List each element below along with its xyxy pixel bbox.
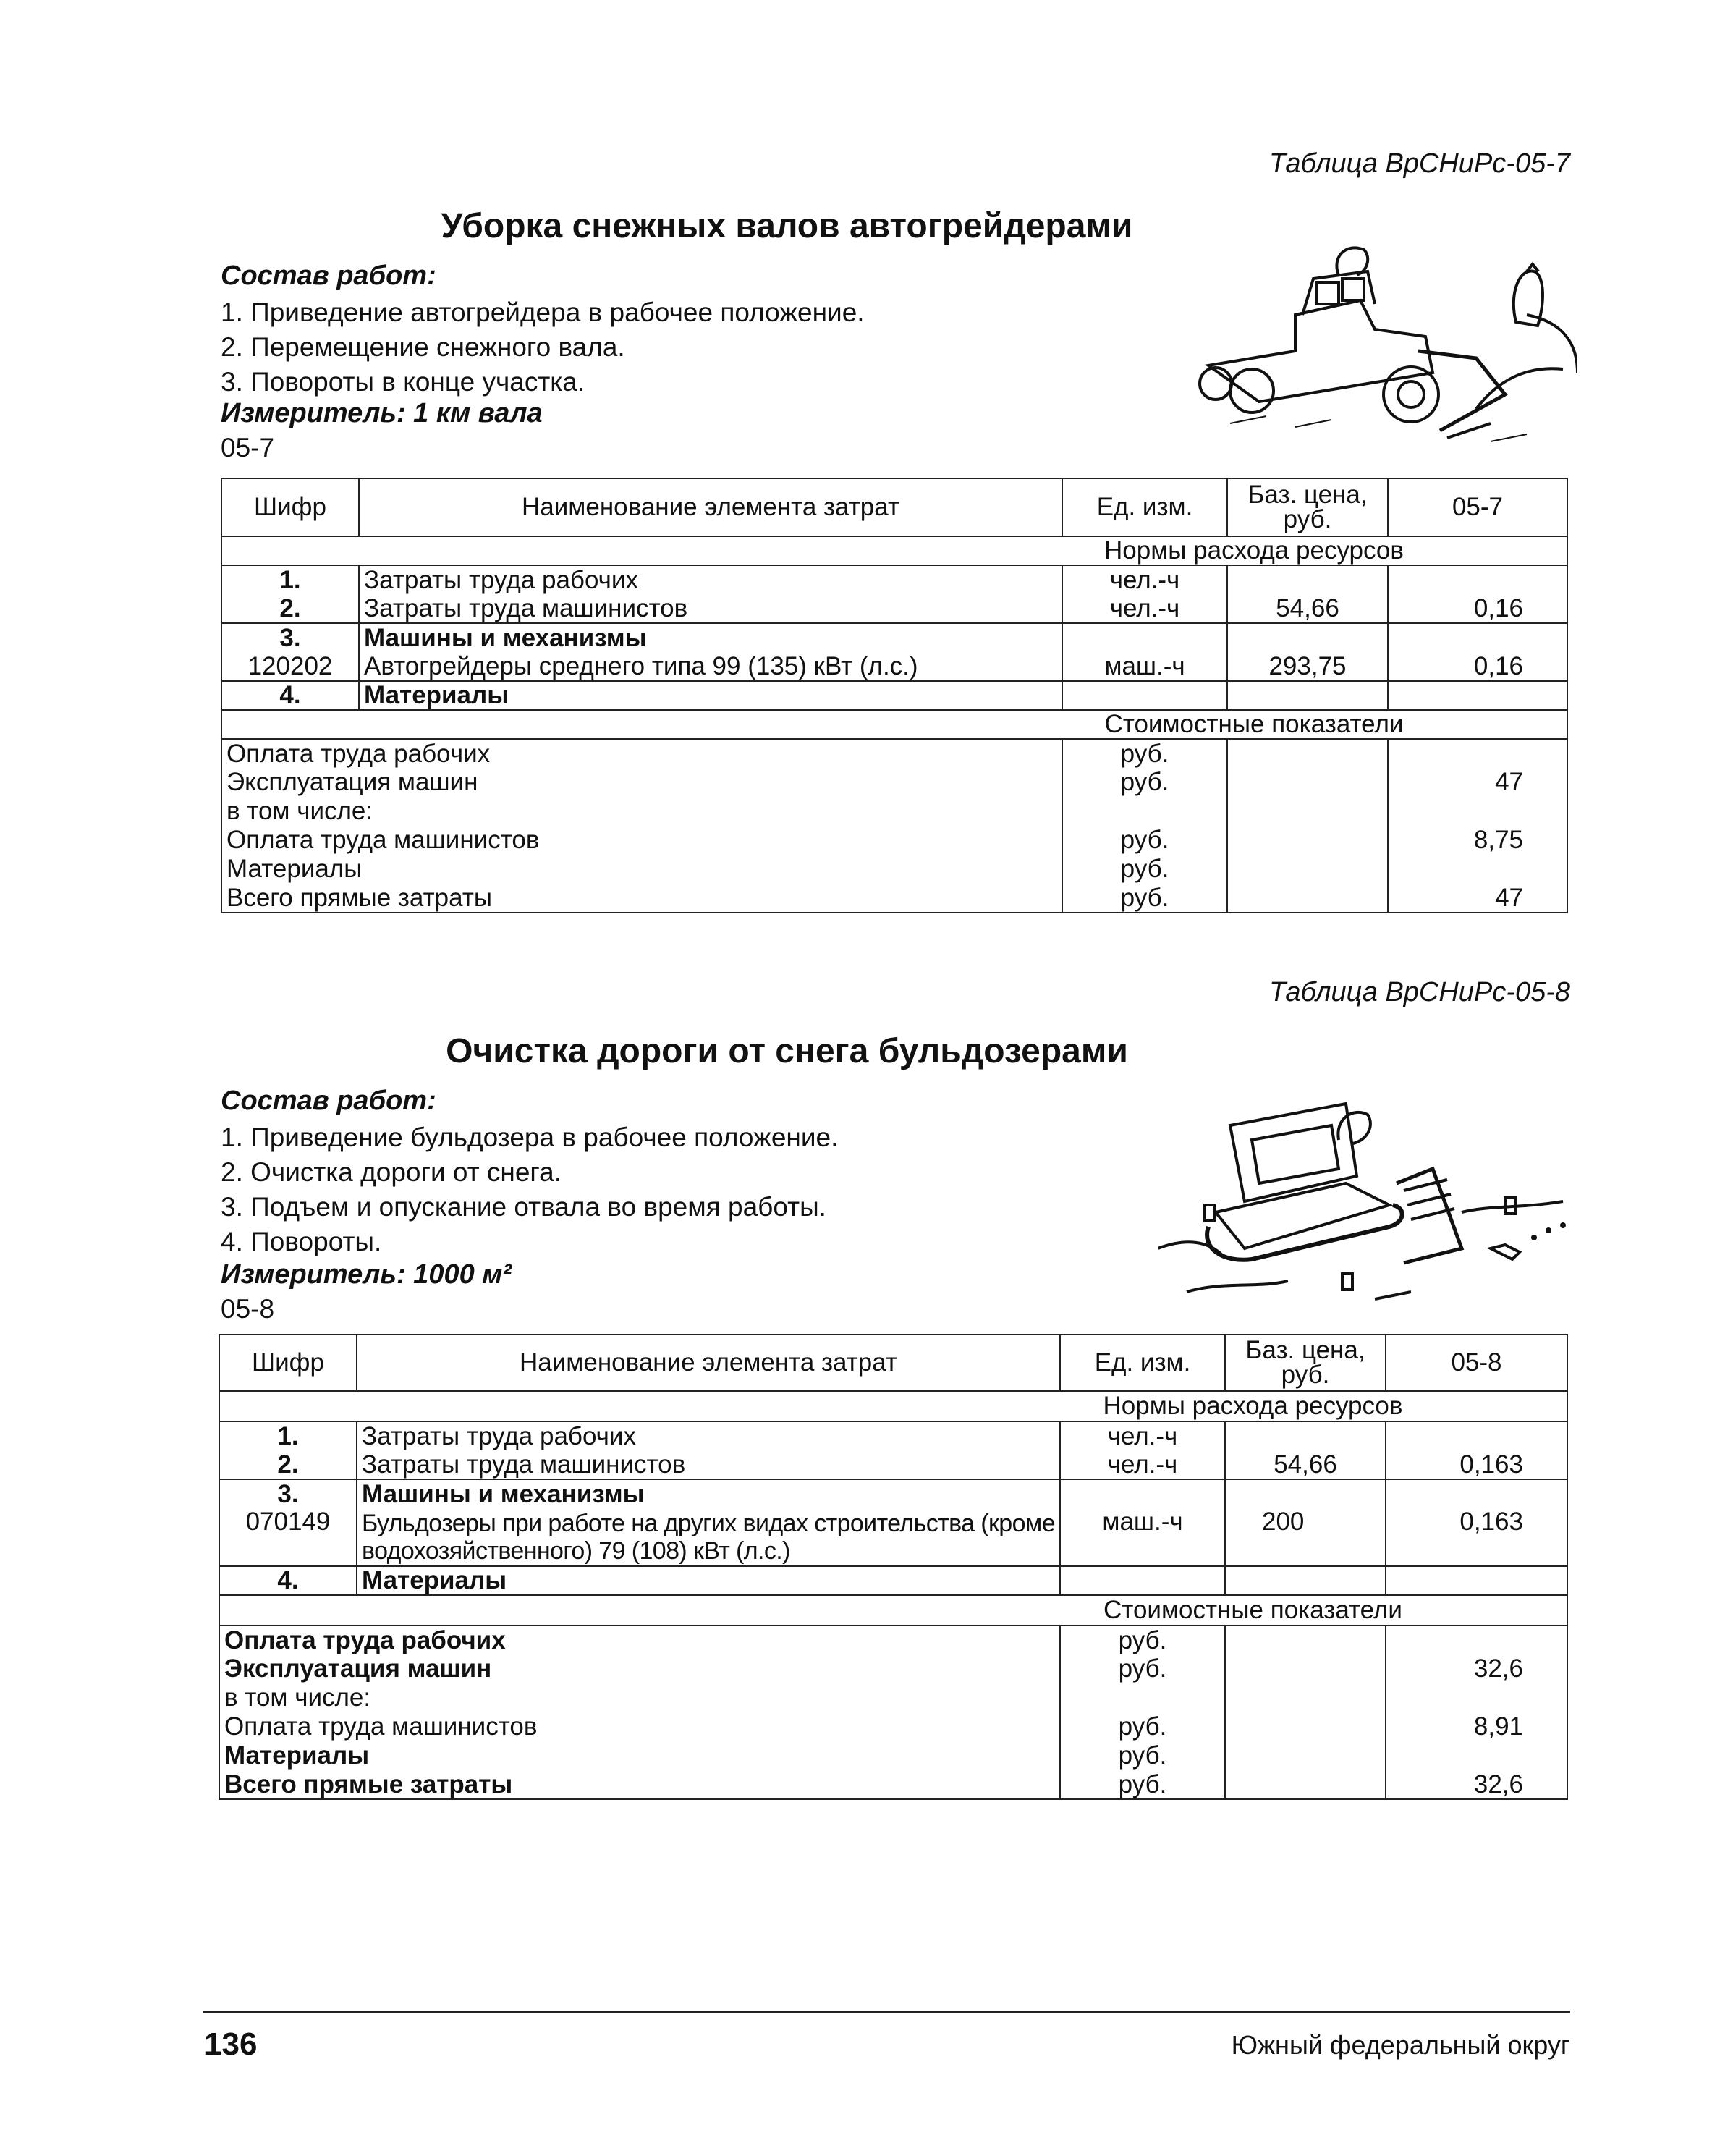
table-row — [219, 1479, 1567, 1508]
cost-name: в том числе: — [221, 797, 1062, 826]
motor-grader-illustration — [1187, 242, 1577, 460]
row-name: Автогрейдеры среднего типа 99 (135) кВт (л.с.) — [359, 652, 1062, 681]
row-name: Затраты труда рабочих — [357, 1421, 1060, 1450]
row-price: 54,66 — [1227, 594, 1388, 623]
cost-unit: руб. — [1060, 1712, 1225, 1741]
cost-name: в том числе: — [219, 1683, 1060, 1712]
row-code: 3. — [219, 1479, 357, 1508]
cost-value — [1386, 1741, 1567, 1770]
row-name: Затраты труда машинистов — [359, 594, 1062, 623]
section-title: Уборка снежных валов автогрейдерами — [441, 207, 1133, 245]
row-unit: чел.-ч — [1060, 1450, 1225, 1479]
row-unit — [1060, 1566, 1225, 1595]
table-label: Таблица ВрСНиРс-05-8 — [1268, 977, 1570, 1007]
row-value: 0,16 — [1388, 652, 1567, 681]
cost-name: Материалы — [219, 1741, 1060, 1770]
works-heading: Состав работ: — [221, 1086, 436, 1116]
row-code: 4. — [219, 1566, 357, 1595]
row-code: 120202 — [221, 652, 359, 681]
norms-caption: Нормы расхода ресурсов — [221, 536, 1567, 565]
table-row — [219, 1566, 1567, 1595]
cost-name: Эксплуатация машин — [221, 768, 1062, 797]
cost-unit: руб. — [1062, 739, 1227, 768]
row-value — [1386, 1566, 1567, 1595]
col-header-code: Шифр — [221, 478, 359, 536]
cost-name: Оплата труда рабочих — [221, 739, 1062, 768]
unit-line: Измеритель: 1 км вала — [221, 398, 543, 428]
norms-caption-row — [219, 1391, 1567, 1421]
work-item: 2. Перемещение снежного вала. — [221, 332, 625, 362]
cost-caption: Стоимостные показатели — [219, 1595, 1567, 1626]
row-price — [1225, 1479, 1386, 1508]
cost-unit: руб. — [1060, 1654, 1225, 1683]
row-value: 0,16 — [1388, 594, 1567, 623]
cost-row — [221, 797, 1567, 826]
row-code: 070149 — [219, 1508, 357, 1566]
row-code: 1. — [221, 565, 359, 594]
norms-caption: Нормы расхода ресурсов — [219, 1391, 1567, 1421]
col-header-price: Баз. цена, руб. — [1225, 1335, 1386, 1391]
cost-row — [219, 1683, 1567, 1712]
cost-caption-row — [221, 710, 1567, 739]
resource-table — [221, 478, 1568, 913]
row-price — [1225, 1566, 1386, 1595]
col-header-unit: Ед. изм. — [1060, 1335, 1225, 1391]
row-code: 3. — [221, 623, 359, 652]
cost-unit — [1062, 797, 1227, 826]
cost-row — [219, 1626, 1567, 1654]
table-label: Таблица ВрСНиРс-05-7 — [1268, 148, 1570, 179]
cost-row — [219, 1741, 1567, 1770]
table-row — [221, 652, 1567, 681]
col-header-name: Наименование элемента затрат — [357, 1335, 1060, 1391]
table-row — [221, 565, 1567, 594]
row-unit — [1060, 1479, 1225, 1508]
cost-value: 32,6 — [1386, 1654, 1567, 1683]
cost-row — [219, 1770, 1567, 1799]
row-price: 200 — [1225, 1508, 1386, 1566]
col-header-unit: Ед. изм. — [1062, 478, 1227, 536]
row-unit: чел.-ч — [1062, 594, 1227, 623]
cost-unit: руб. — [1062, 768, 1227, 797]
cost-row — [221, 739, 1567, 768]
footer-divider — [203, 2011, 1570, 2013]
cost-name: Всего прямые затраты — [219, 1770, 1060, 1799]
row-value — [1386, 1421, 1567, 1450]
cost-unit — [1060, 1683, 1225, 1712]
cost-row — [219, 1654, 1567, 1683]
col-header-norm: 05-8 — [1386, 1335, 1567, 1391]
row-price — [1227, 565, 1388, 594]
footer-region: Южный федеральный округ — [1231, 2030, 1570, 2060]
row-value: 0,163 — [1386, 1508, 1567, 1566]
works-list — [221, 1120, 838, 1259]
table-row — [219, 1450, 1567, 1479]
cost-unit: руб. — [1062, 884, 1227, 913]
cost-name: Оплата труда машинистов — [219, 1712, 1060, 1741]
cost-value — [1388, 855, 1567, 884]
cost-caption: Стоимостные показатели — [221, 710, 1567, 739]
page-number: 136 — [204, 2026, 258, 2062]
row-unit — [1062, 681, 1227, 710]
cost-name: Эксплуатация машин — [219, 1654, 1060, 1683]
table-row — [221, 594, 1567, 623]
row-unit: чел.-ч — [1062, 565, 1227, 594]
row-unit: маш.-ч — [1062, 652, 1227, 681]
col-header-code: Шифр — [219, 1335, 357, 1391]
table-header-row — [219, 1335, 1567, 1391]
cost-value: 32,6 — [1386, 1770, 1567, 1799]
unit-line: Измеритель: 1000 м² — [221, 1259, 512, 1290]
cost-name: Материалы — [221, 855, 1062, 884]
row-code: 2. — [219, 1450, 357, 1479]
table-row — [219, 1508, 1567, 1566]
row-name: Бульдозеры при работе на других видах строительства (кроме водохозяйственного) 79 (108) кВт (л.с.) — [357, 1508, 1060, 1566]
row-value: 0,163 — [1386, 1450, 1567, 1479]
row-value — [1388, 565, 1567, 594]
cost-value: 8,75 — [1388, 826, 1567, 855]
row-name: Машины и механизмы — [357, 1479, 1060, 1508]
row-code: 4. — [221, 681, 359, 710]
code-label: 05-7 — [221, 433, 275, 462]
row-unit: маш.-ч — [1060, 1508, 1225, 1566]
cost-value — [1388, 739, 1567, 768]
cost-unit: руб. — [1062, 855, 1227, 884]
table-header-row — [221, 478, 1567, 536]
section-title: Очистка дороги от снега бульдозерами — [446, 1032, 1128, 1070]
row-code: 2. — [221, 594, 359, 623]
cost-row — [219, 1712, 1567, 1741]
row-name: Материалы — [359, 681, 1062, 710]
row-name: Машины и механизмы — [359, 623, 1062, 652]
cost-value: 8,91 — [1386, 1712, 1567, 1741]
row-name: Материалы — [357, 1566, 1060, 1595]
row-unit: чел.-ч — [1060, 1421, 1225, 1450]
row-price: 54,66 — [1225, 1450, 1386, 1479]
cost-unit: руб. — [1060, 1770, 1225, 1799]
work-item: 1. Приведение автогрейдера в рабочее положение. — [221, 297, 865, 327]
cost-value: 47 — [1388, 768, 1567, 797]
col-header-norm: 05-7 — [1388, 478, 1567, 536]
table-row — [219, 1421, 1567, 1450]
work-item: 3. Подъем и опускание отвала во время работы. — [221, 1192, 826, 1222]
row-price — [1227, 623, 1388, 652]
row-value — [1386, 1479, 1567, 1508]
cost-name: Оплата труда машинистов — [221, 826, 1062, 855]
row-price: 293,75 — [1227, 652, 1388, 681]
work-item: 2. Очистка дороги от снега. — [221, 1157, 562, 1187]
cost-row — [221, 826, 1567, 855]
cost-value — [1388, 797, 1567, 826]
cost-value — [1386, 1626, 1567, 1654]
cost-caption-row — [219, 1595, 1567, 1626]
cost-unit: руб. — [1062, 826, 1227, 855]
row-unit — [1062, 623, 1227, 652]
works-list — [221, 295, 865, 400]
row-value — [1388, 681, 1567, 710]
row-name: Затраты труда рабочих — [359, 565, 1062, 594]
cost-value — [1386, 1683, 1567, 1712]
row-price — [1225, 1421, 1386, 1450]
norms-caption-row — [221, 536, 1567, 565]
row-price — [1227, 681, 1388, 710]
bulldozer-illustration — [1158, 1082, 1577, 1321]
cost-row — [221, 884, 1567, 913]
work-item: 3. Повороты в конце участка. — [221, 367, 585, 397]
table-row — [221, 623, 1567, 652]
cost-name: Всего прямые затраты — [221, 884, 1062, 913]
cost-row — [221, 768, 1567, 797]
row-value — [1388, 623, 1567, 652]
cost-unit: руб. — [1060, 1741, 1225, 1770]
table-row — [221, 681, 1567, 710]
resource-table — [219, 1334, 1568, 1800]
code-label: 05-8 — [221, 1294, 275, 1324]
col-header-price: Баз. цена, руб. — [1227, 478, 1388, 536]
works-heading: Состав работ: — [221, 261, 436, 291]
row-code: 1. — [219, 1421, 357, 1450]
cost-unit: руб. — [1060, 1626, 1225, 1654]
work-item: 1. Приведение бульдозера в рабочее положение. — [221, 1123, 839, 1152]
cost-row — [221, 855, 1567, 884]
row-name: Затраты труда машинистов — [357, 1450, 1060, 1479]
cost-value: 47 — [1388, 884, 1567, 913]
work-item: 4. Повороты. — [221, 1227, 382, 1256]
cost-name: Оплата труда рабочих — [219, 1626, 1060, 1654]
col-header-name: Наименование элемента затрат — [359, 478, 1062, 536]
